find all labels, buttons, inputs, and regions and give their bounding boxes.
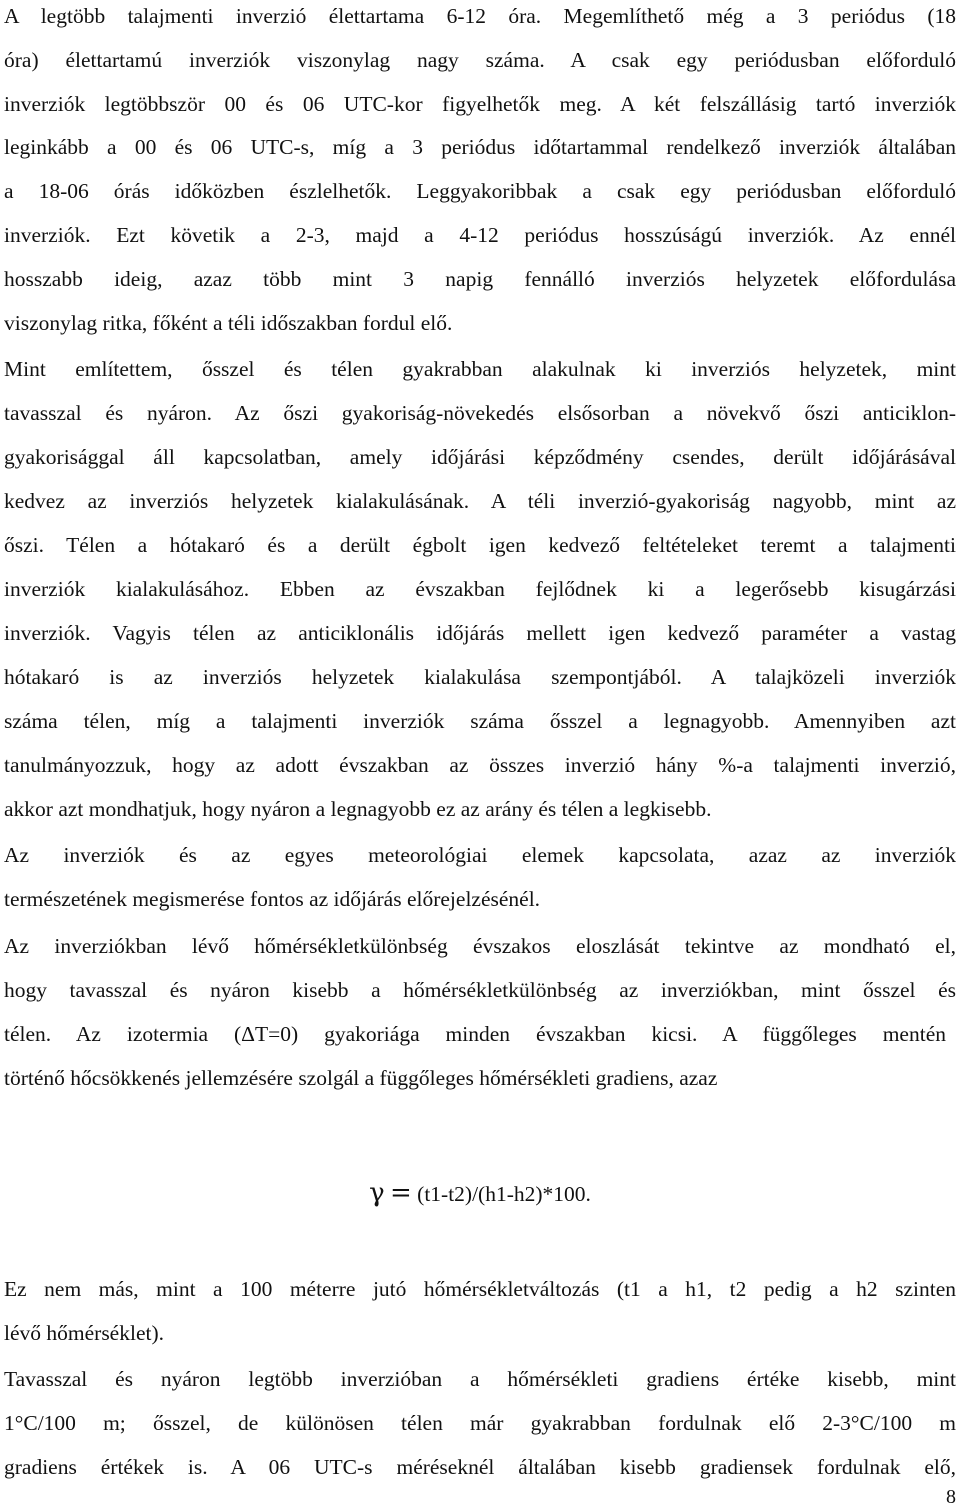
- text-line: A legtöbb talajmenti inverzió élettartama 6-12 óra. Megemlíthető még a 3 periódus (18: [4, 4, 956, 28]
- text-line: tavasszal és nyáron. Az őszi gyakoriság-növekedés elsősorban a növekvő őszi anticiklon-: [4, 401, 956, 425]
- page-number: 8: [946, 1486, 956, 1508]
- text-line: Az inverziók és az egyes meteorológiai elemek kapcsolata, azaz az inverziók: [4, 843, 956, 867]
- text-line: Ez nem más, mint a 100 méterre jutó hőmérsékletváltozás (t1 a h1, t2 pedig a h2 szinten: [4, 1277, 956, 1301]
- text-line: hótakaró is az inverziós helyzetek kialakulása szempontjából. A talajközeli inverziók: [4, 665, 956, 689]
- text-line: inverziók kialakulásához. Ebben az évszakban fejlődnek ki a legerősebb kisugárzási: [4, 577, 956, 601]
- text-line: száma télen, míg a talajmenti inverziók száma ősszel a legnagyobb. Amennyiben azt: [4, 709, 956, 733]
- text-line: hosszabb ideig, azaz több mint 3 napig fennálló inverziós helyzetek előfordulása: [4, 267, 956, 291]
- text-line: óra) élettartamú inverziók viszonylag nagy száma. A csak egy periódusban előforduló: [4, 48, 956, 72]
- text-line: Mint említettem, ősszel és télen gyakrabban alakulnak ki inverziós helyzetek, mint: [4, 357, 956, 381]
- text-line: őszi. Télen a hótakaró és a derült égbolt igen kedvező feltételeket teremt a talajmenti: [4, 533, 956, 557]
- gradient-formula: [0, 1178, 960, 1209]
- text-line: Tavasszal és nyáron legtöbb inverzióban a hőmérsékleti gradiens értéke kisebb, mint: [4, 1367, 956, 1391]
- equals-sign: =: [389, 1178, 412, 1208]
- text-line: kedvez az inverziós helyzetek kialakulásának. A téli inverzió-gyakoriság nagyobb, mint az: [4, 489, 956, 513]
- text-line: inverziók. Ezt követik a 2-3, majd a 4-12 periódus hosszúságú inverziók. Az ennél: [4, 223, 956, 247]
- text-line: viszonylag ritka, főként a téli időszakban fordul elő.: [4, 311, 453, 335]
- text-line: leginkább a 00 és 06 UTC-s, míg a 3 periódus időtartammal rendelkező inverziók általában: [4, 135, 956, 159]
- text-line: inverziók legtöbbször 00 és 06 UTC-kor figyelhetők meg. A két felszállásig tartó inverziók: [4, 92, 956, 116]
- text-line: tanulmányozzuk, hogy az adott évszakban az összes inverzió hány %-a talajmenti inverzió,: [4, 753, 956, 777]
- text-line: lévő hőmérséklet).: [4, 1321, 165, 1345]
- text-line: akkor azt mondhatjuk, hogy nyáron a legnagyobb ez az arány és télen a legkisebb.: [4, 797, 712, 821]
- text-line: gyakorisággal áll kapcsolatban, amely időjárási képződmény csendes, derült időjárásával: [4, 445, 956, 469]
- gamma-symbol: γ: [369, 1178, 385, 1208]
- text-line: télen. Az izotermia (ΔT=0) gyakoriága minden évszakban kicsi. A függőleges mentén: [4, 1022, 946, 1046]
- text-line: a 18-06 órás időközben észlelhetők. Leggyakoribbak a csak egy periódusban előforduló: [4, 179, 956, 203]
- text-line: gradiens értékek is. A 06 UTC-s méréseknél általában kisebb gradiensek fordulnak elő,: [4, 1455, 956, 1479]
- text-line: hogy tavasszal és nyáron kisebb a hőmérsékletkülönbség az inverziókban, mint ősszel és: [4, 978, 956, 1002]
- text-line: Az inverziókban lévő hőmérsékletkülönbség évszakos eloszlását tekintve az mondható el,: [4, 934, 956, 958]
- formula-expression: (t1-t2)/(h1-h2)*100.: [417, 1182, 591, 1206]
- text-line: inverziók. Vagyis télen az anticiklonális időjárás mellett igen kedvező paraméter a vastag: [4, 621, 956, 645]
- text-line: 1°C/100 m; ősszel, de különösen télen már gyakrabban fordulnak elő 2-3°C/100 m: [4, 1411, 956, 1435]
- text-line: természetének megismerése fontos az időjárás előrejelzésénél.: [4, 887, 541, 911]
- text-line: történő hőcsökkenés jellemzésére szolgál a függőleges hőmérsékleti gradiens, azaz: [4, 1066, 718, 1090]
